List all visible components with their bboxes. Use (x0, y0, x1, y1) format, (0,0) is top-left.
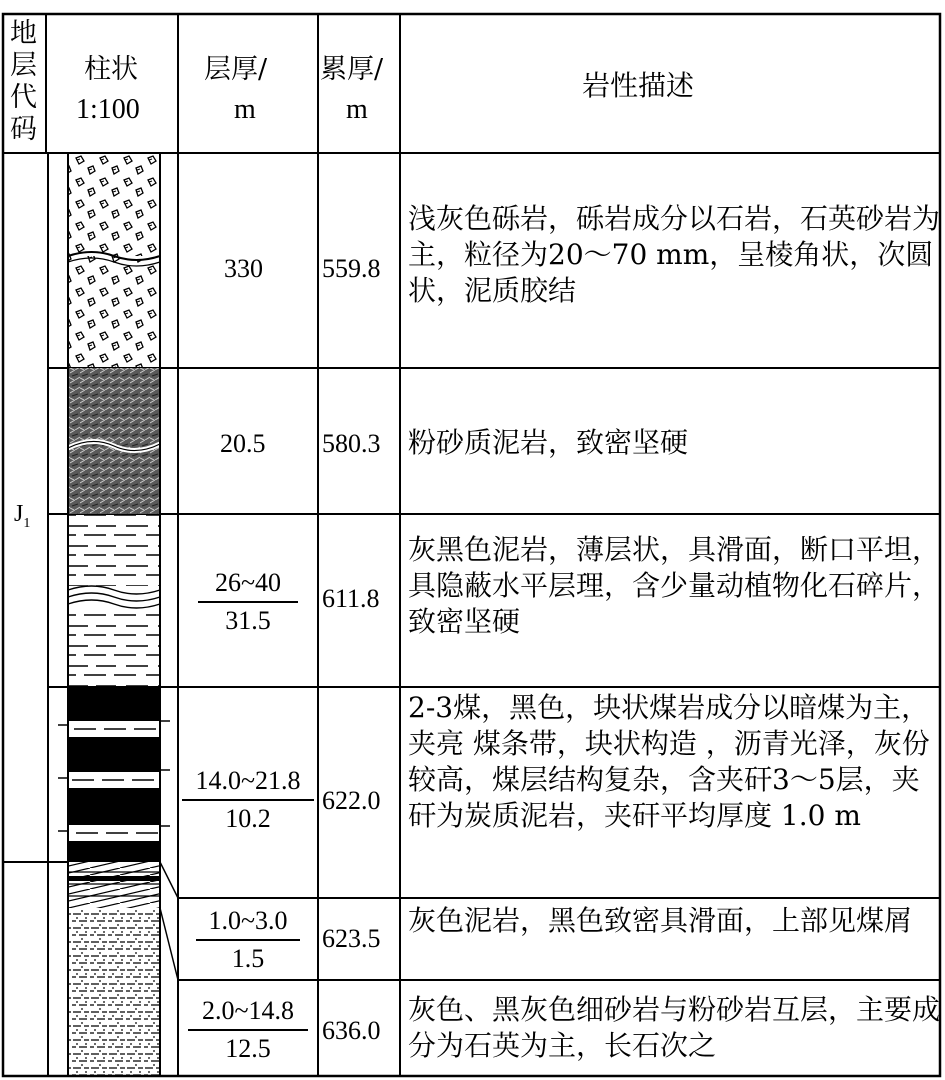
fine-sandstone-pattern (68, 908, 160, 1076)
stratum-code (14, 502, 30, 531)
header-stratum-code-char-4: 码 (10, 114, 37, 145)
row6-thickness-avg: 12.5 (225, 1034, 271, 1063)
row2-cumulative: 580.3 (322, 429, 381, 458)
row5-thickness-range: 1.0~3.0 (196, 906, 300, 941)
row1-thickness: 330 (224, 254, 263, 283)
mudstone-thin-pattern (68, 862, 160, 908)
row5-thickness-avg: 1.5 (231, 944, 265, 973)
header-scale: 1:100 (76, 94, 140, 125)
stratum-code-main: J (14, 501, 24, 527)
header-cumulative: 累厚/ (320, 54, 384, 85)
row5-description: 灰色泥岩，黑色致密具滑面，上部见煤屑 (408, 904, 913, 937)
row2-description: 粉砂质泥岩，致密坚硬 (408, 426, 689, 459)
gravel-pattern (68, 153, 160, 368)
coal-seam-pattern (58, 687, 170, 862)
header-cumulative-unit: m (346, 94, 368, 125)
header-column: 柱状 (84, 54, 138, 85)
row6-description: 灰色、黑灰色细砂岩与粉砂岩互层，主要成分为石英为主，长石次之 (408, 993, 941, 1062)
stratum-code-sub: 1 (23, 515, 31, 531)
row1-cumulative: 559.8 (322, 254, 381, 283)
row6-thickness-range: 2.0~14.8 (188, 996, 308, 1031)
row5-cumulative: 623.5 (322, 924, 381, 953)
header-stratum-code-char-2: 层 (10, 50, 37, 81)
row4-thickness-avg: 10.2 (225, 804, 271, 833)
header-stratum-code-char-1: 地 (10, 18, 37, 49)
row4-cumulative: 622.0 (322, 786, 381, 815)
row3-thickness (198, 568, 298, 636)
row6-cumulative: 636.0 (322, 1016, 381, 1045)
row4-thickness-range: 14.0~21.8 (182, 766, 314, 801)
header-thickness: 层厚/ (204, 54, 268, 85)
row1-description: 浅灰色砾岩，砾岩成分以石岩，石英砂岩为主，粒径为20～70 mm，呈棱角状，次圆状，泥质胶结 (408, 202, 941, 307)
row3-thickness-avg: 31.5 (225, 606, 271, 635)
lithology-column (58, 153, 178, 1076)
header-lithology: 岩性描述 (582, 69, 695, 102)
header-thickness-unit: m (234, 94, 256, 125)
header-stratum-code-char-3: 代 (10, 82, 37, 113)
row3-thickness-range: 26~40 (198, 568, 298, 603)
row4-thickness (182, 766, 314, 834)
row2-thickness: 20.5 (220, 429, 266, 458)
row6-thickness (188, 996, 308, 1064)
row3-description: 灰黑色泥岩，薄层状，具滑面，断口平坦，具隐蔽水平层理，含少量动植物化石碎片，致密坚硬 (408, 533, 941, 638)
row5-thickness (196, 906, 300, 974)
row3-cumulative: 611.8 (322, 584, 380, 613)
row4-description: 2-3煤，黑色，块状煤岩成分以暗煤为主，夹亮 煤条带，块状构造 ，沥青光泽，灰份较高，煤层结构复杂，含夹矸3～5层，夹矸为炭质泥岩，夹矸平均厚度 1.0 m (408, 691, 930, 832)
